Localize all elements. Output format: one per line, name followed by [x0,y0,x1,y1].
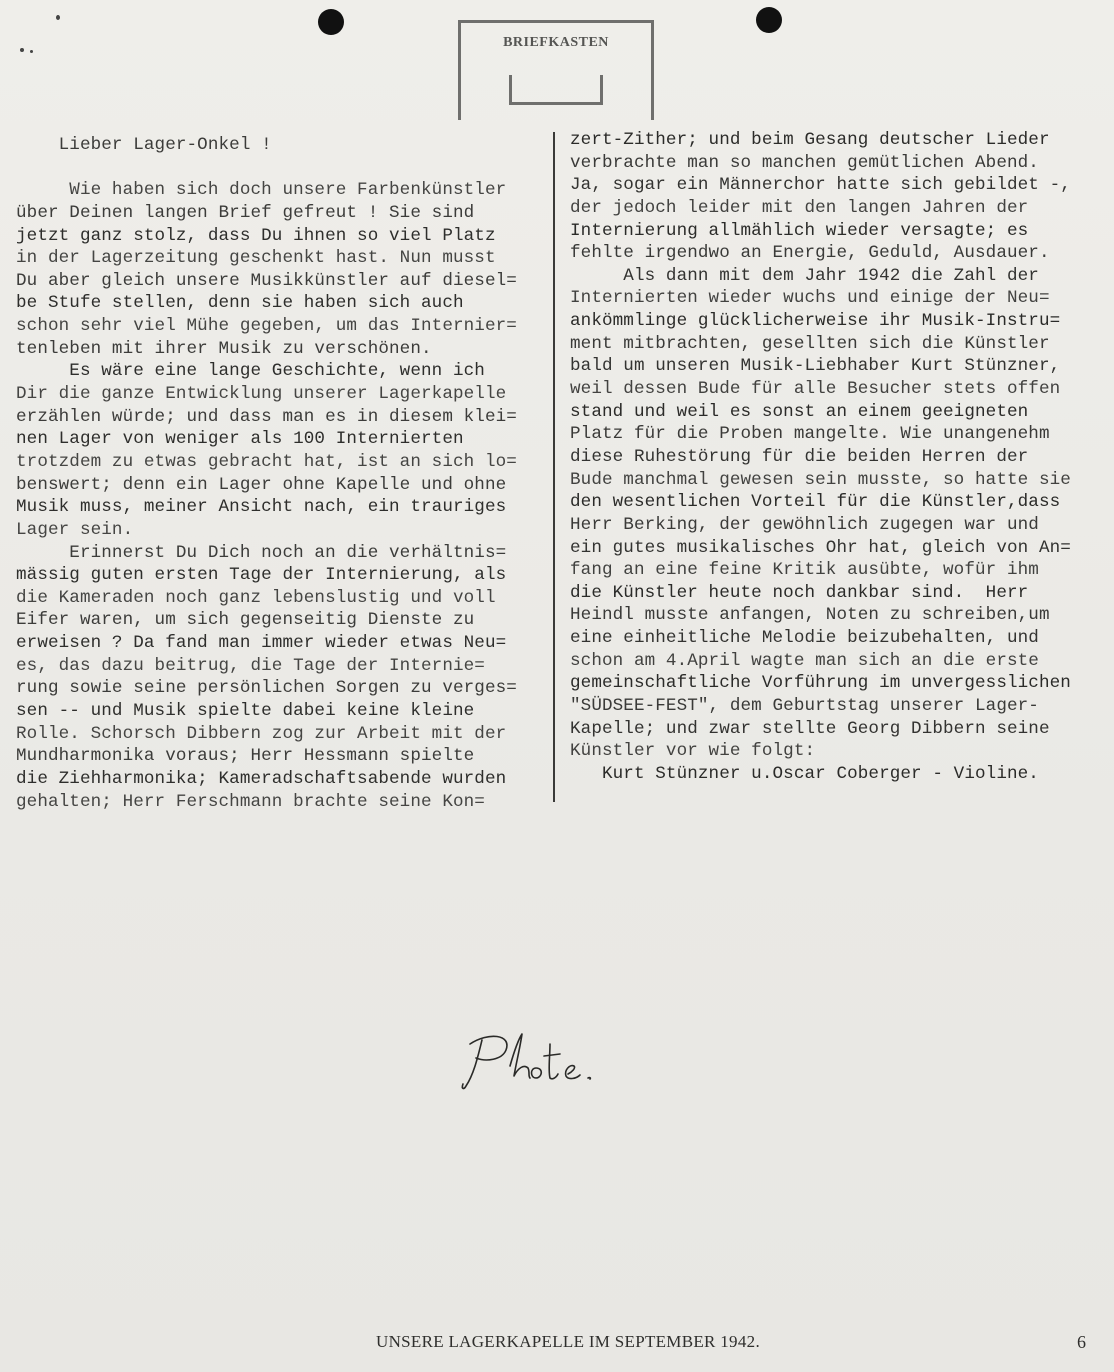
text-line: diese Ruhestörung für die beiden Herren der [570,446,1029,467]
text-line: eine einheitliche Melodie beizubehalten, und [570,628,1039,649]
text-line: Du aber gleich unsere Musikkünstler auf diesel= [16,270,517,291]
text-line: schon am 4.April wagte man sich an die erste [570,650,1039,671]
text-line: Es wäre eine lange Geschichte, wenn ich [16,361,485,382]
ink-speck [30,50,33,53]
text-line: erweisen ? Da fand man immer wieder etwas Neu= [16,633,507,654]
text-line: der jedoch leider mit den langen Jahren der [570,197,1029,218]
header-bracket [509,75,603,105]
text-line: "SÜDSEE-FEST", dem Geburtstag unserer Lager- [570,696,1039,717]
photo-caption: UNSERE LAGERKAPELLE IM SEPTEMBER 1942. [376,1332,760,1351]
text-line: Internierung allmählich wieder versagte; es [570,220,1029,241]
text-line: ment mitbrachten, gesellten sich die Künstler [570,333,1050,354]
text-line: Wie haben sich doch unsere Farbenkünstler [16,180,507,201]
text-line: rung sowie seine persönlichen Sorgen zu verges= [16,678,517,699]
text-line: Herr Berking, der gewöhnlich zugegen war und [570,514,1039,535]
text-line: Eifer waren, um sich gegenseitig Dienste zu [16,610,475,631]
text-line: zert-Zither; und beim Gesang deutscher Lieder [570,130,1050,150]
text-line: erzählen würde; und dass man es in diesem klei= [16,406,517,427]
header-stamp-box [458,20,654,120]
text-line: bald um unseren Musik-Liebhaber Kurt Stünzner, [570,356,1061,377]
text-line: weil dessen Bude für alle Besucher stets offen [570,379,1061,400]
left-text-column [16,134,546,813]
text-line: gemeinschaftliche Vorführung im unvergesslichen [570,673,1071,694]
text-line: Kapelle; und zwar stellte Georg Dibbern seine [570,718,1050,739]
text-line: tenleben mit ihrer Musik zu verschönen. [16,338,432,359]
text-line: stand und weil es sonst an einem geeigneten [570,401,1029,422]
text-line: Platz für die Proben mangelte. Wie unangenehm [570,424,1050,445]
text-line: fehlte irgendwo an Energie, Geduld, Ausdauer. [570,243,1050,264]
text-line: fang an eine feine Kritik ausübte, wofür ihm [570,560,1039,581]
text-line: Rolle. Schorsch Dibbern zog zur Arbeit mit der [16,723,507,744]
handwritten-photo-note [460,1022,610,1102]
text-line: be Stufe stellen, denn sie haben sich auch [16,293,464,314]
text-line: Musik muss, meiner Ansicht nach, ein trauriges [16,497,507,518]
text-line: über Deinen langen Brief gefreut ! Sie sind [16,202,475,223]
text-line: verbrachte man so manchen gemütlichen Abend. [570,152,1039,173]
text-line: die Ziehharmonika; Kameradschaftsabende wurden [16,768,507,789]
text-line: Mundharmonika voraus; Herr Hessmann spielte [16,746,475,767]
header-title: BRIEFKASTEN [503,35,609,50]
text-line: trotzdem zu etwas gebracht hat, ist an sich lo= [16,451,517,472]
column-divider [553,132,555,802]
ink-speck [56,15,60,20]
text-line: Künstler vor wie folgt: [570,741,816,762]
text-line: Lager sein. [16,519,134,540]
punch-hole-left [318,9,344,35]
text-line: sen -- und Musik spielte dabei keine kleine [16,701,475,722]
text-line: benswert; denn ein Lager ohne Kapelle und ohne [16,474,507,495]
text-line: die Künstler heute noch dankbar sind. Herr [570,582,1029,603]
right-text-column [570,129,1105,786]
page-number: 6 [1077,1332,1086,1352]
text-line: schon sehr viel Mühe gegeben, um das Internier= [16,316,517,337]
text-line: Bude manchmal gewesen sein musste, so hatte sie [570,469,1071,490]
text-line: Kurt Stünzner u.Oscar Coberger - Violine. [570,763,1039,784]
text-line: gehalten; Herr Ferschmann brachte seine Kon= [16,791,485,812]
text-line: in der Lagerzeitung geschenkt hast. Nun musst [16,248,496,269]
text-line: es, das dazu beitrug, die Tage der Internie= [16,655,485,676]
text-line: Als dann mit dem Jahr 1942 die Zahl der [570,265,1039,286]
text-line: mässig guten ersten Tage der Internierung, als [16,565,507,586]
text-line: nen Lager von weniger als 100 Internierten [16,429,464,450]
text-line: Lieber Lager-Onkel ! [16,135,272,155]
text-line: ein gutes musikalisches Ohr hat, gleich von An= [570,537,1071,558]
text-line: ankömmlinge glücklicherweise ihr Musik-Instru= [570,311,1061,332]
text-line: Ja, sogar ein Männerchor hatte sich gebildet -, [570,175,1071,196]
text-line [16,157,546,180]
text-line: Dir die ganze Entwicklung unserer Lagerkapelle [16,384,507,405]
punch-hole-right [756,7,782,33]
text-line: Erinnerst Du Dich noch an die verhältnis= [16,542,507,563]
ink-speck [20,48,24,52]
text-line: Heindl musste anfangen, Noten zu schreiben,um [570,605,1050,626]
text-line: die Kameraden noch ganz lebenslustig und voll [16,587,496,608]
text-line: jetzt ganz stolz, dass Du ihnen so viel Platz [16,225,496,246]
handwritten-photo-signature [460,1022,610,1102]
text-line: den wesentlichen Vorteil für die Künstler,dass [570,492,1061,513]
text-line: Internierten wieder wuchs und einige der Neu= [570,288,1050,309]
